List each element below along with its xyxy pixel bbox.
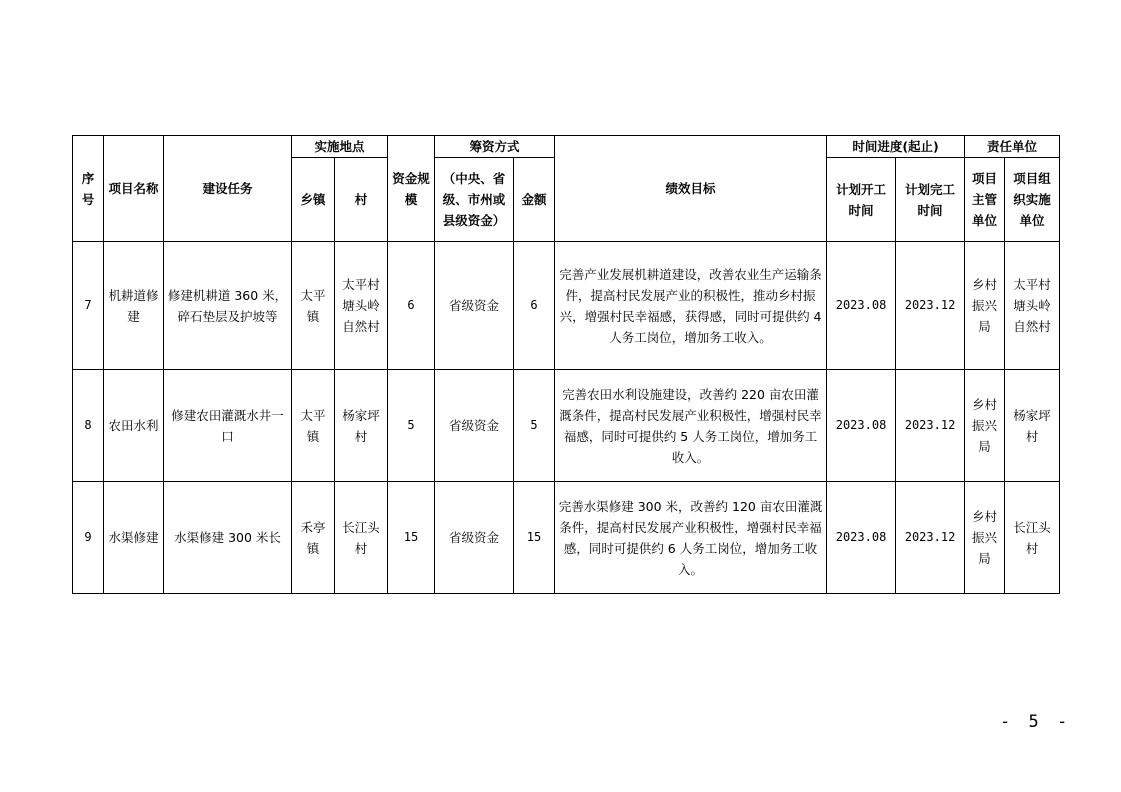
cell-end: 2023.12 xyxy=(896,482,965,594)
cell-end: 2023.12 xyxy=(896,370,965,482)
cell-task: 水渠修建 300 米长 xyxy=(164,482,292,594)
cell-seq: 9 xyxy=(73,482,104,594)
header-row-1 xyxy=(73,136,1060,158)
cell-amount: 5 xyxy=(514,370,555,482)
cell-implementer: 长江头村 xyxy=(1005,482,1060,594)
cell-project-name: 农田水利 xyxy=(104,370,164,482)
cell-start: 2023.08 xyxy=(827,482,896,594)
table-row xyxy=(73,242,1060,370)
cell-township: 太平镇 xyxy=(292,242,335,370)
cell-funding-source: 省级资金 xyxy=(435,242,514,370)
header-funding-group: 筹资方式 xyxy=(435,136,555,158)
cell-funding-source: 省级资金 xyxy=(435,370,514,482)
header-task: 建设任务 xyxy=(164,136,292,242)
cell-end: 2023.12 xyxy=(896,242,965,370)
cell-amount: 6 xyxy=(514,242,555,370)
header-start: 计划开工时间 xyxy=(827,158,896,242)
cell-implementer: 杨家坪村 xyxy=(1005,370,1060,482)
header-village: 村 xyxy=(335,158,388,242)
header-implementer: 项目组织实施单位 xyxy=(1005,158,1060,242)
cell-funding-source: 省级资金 xyxy=(435,482,514,594)
cell-goal: 完善农田水利设施建设，改善约 220 亩农田灌溉条件，提高村民发展产业积极性，增强村民幸福感，同时可提供约 5 人务工岗位，增加务工收入。 xyxy=(555,370,827,482)
project-table xyxy=(72,135,1060,594)
cell-scale: 15 xyxy=(388,482,435,594)
cell-supervisor: 乡村振兴局 xyxy=(965,482,1005,594)
cell-start: 2023.08 xyxy=(827,370,896,482)
header-funding-source: （中央、省级、市州或县级资金） xyxy=(435,158,514,242)
cell-village: 长江头村 xyxy=(335,482,388,594)
header-scale: 资金规模 xyxy=(388,136,435,242)
cell-supervisor: 乡村振兴局 xyxy=(965,242,1005,370)
header-township: 乡镇 xyxy=(292,158,335,242)
header-amount: 金额 xyxy=(514,158,555,242)
cell-goal: 完善产业发展机耕道建设，改善农业生产运输条件，提高村民发展产业的积极性，推动乡村振兴，增强村民幸福感，获得感，同时可提供约 4 人务工岗位，增加务工收入。 xyxy=(555,242,827,370)
cell-goal: 完善水渠修建 300 米，改善约 120 亩农田灌溉条件，提高村民发展产业积极性，增强村民幸福感，同时可提供约 6 人务工岗位，增加务工收入。 xyxy=(555,482,827,594)
cell-seq: 8 xyxy=(73,370,104,482)
cell-start: 2023.08 xyxy=(827,242,896,370)
header-schedule-group: 时间进度(起止) xyxy=(827,136,965,158)
cell-project-name: 机耕道修建 xyxy=(104,242,164,370)
page-number: - 5 - xyxy=(1000,712,1072,732)
cell-scale: 6 xyxy=(388,242,435,370)
cell-project-name: 水渠修建 xyxy=(104,482,164,594)
table-row xyxy=(73,370,1060,482)
cell-township: 太平镇 xyxy=(292,370,335,482)
header-resp-group: 责任单位 xyxy=(965,136,1060,158)
header-end: 计划完工时间 xyxy=(896,158,965,242)
cell-township: 禾亭镇 xyxy=(292,482,335,594)
header-seq: 序号 xyxy=(73,136,104,242)
cell-scale: 5 xyxy=(388,370,435,482)
table-row xyxy=(73,482,1060,594)
cell-village: 杨家坪村 xyxy=(335,370,388,482)
header-location-group: 实施地点 xyxy=(292,136,388,158)
header-supervisor: 项目主管单位 xyxy=(965,158,1005,242)
cell-implementer: 太平村塘头岭自然村 xyxy=(1005,242,1060,370)
header-goal: 绩效目标 xyxy=(555,136,827,242)
cell-task: 修建机耕道 360 米，碎石垫层及护坡等 xyxy=(164,242,292,370)
cell-seq: 7 xyxy=(73,242,104,370)
cell-task: 修建农田灌溉水井一口 xyxy=(164,370,292,482)
header-project-name: 项目名称 xyxy=(104,136,164,242)
cell-amount: 15 xyxy=(514,482,555,594)
cell-supervisor: 乡村振兴局 xyxy=(965,370,1005,482)
cell-village: 太平村塘头岭自然村 xyxy=(335,242,388,370)
